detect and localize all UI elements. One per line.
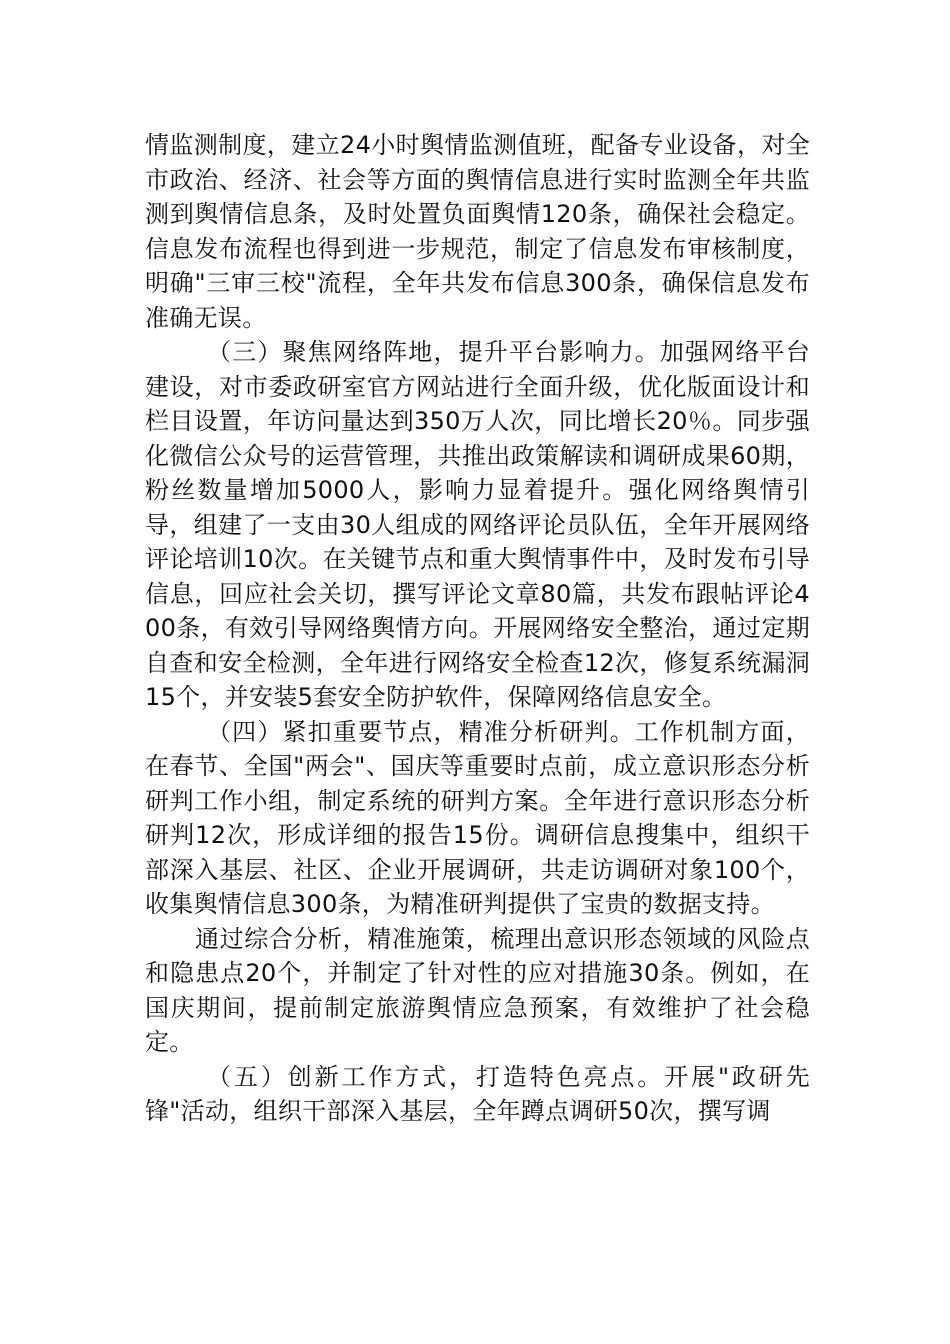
paragraph-section-3-network: （三）聚焦网络阵地，提升平台影响力。加强网络平台建设，对市委政研室官方网站进行全面升级，优化版面设计和栏目设置，年访问量达到350万人次，同比增长20％。同步强化微信公众号的运营管理，共推出政策解读和调研成果60期，粉丝数量增加5000人，影响力显着提升。强化网络舆情引导，组建了一支由30人组成的网络评论员队伍，全年开展网络评论培训10次。在关键节点和重大舆情事件中，及时发布引导信息，回应社会关切，撰写评论文章80篇，共发布跟帖评论400条，有效引导网络舆情方向。开展网络安全整治，通过定期自查和安全检测，全年进行网络安全检查12次，修复系统漏洞15个，并安装5套安全防护软件，保障网络信息安全。 (145, 338, 810, 711)
paragraph-section-4-analysis: （四）紧扣重要节点，精准分析研判。工作机制方面，在春节、全国"两会"、国庆等重要时点前，成立意识形态分析研判工作小组，制定系统的研判方案。全年进行意识形态分析研判12次，形成详细的报告15份。调研信息搜集中，组织干部深入基层、社区、企业开展调研，共走访调研对象100个，收集舆情信息300条，为精准研判提供了宝贵的数据支持。 (145, 717, 810, 918)
document-body (145, 128, 810, 1129)
paragraph-continued-monitoring: 情监测制度，建立24小时舆情监测值班，配备专业设备，对全市政治、经济、社会等方面的舆情信息进行实时监测全年共监测到舆情信息条，及时处置负面舆情120条，确保社会稳定。信息发布流程也得到进一步规范，制定了信息发布审核制度，明确"三审三校"流程，全年共发布信息300条，确保信息发布准确无误。 (145, 131, 810, 332)
paragraph-section-5-innovation: （五）创新工作方式，打造特色亮点。开展"政研先锋"活动，组织干部深入基层，全年蹲点调研50次，撰写调 (145, 1062, 810, 1125)
paragraph-risk-measures: 通过综合分析，精准施策，梳理出意识形态领域的风险点和隐患点20个，并制定了针对性的应对措施30条。例如，在国庆期间，提前制定旅游舆情应急预案，有效维护了社会稳定。 (145, 924, 810, 1056)
